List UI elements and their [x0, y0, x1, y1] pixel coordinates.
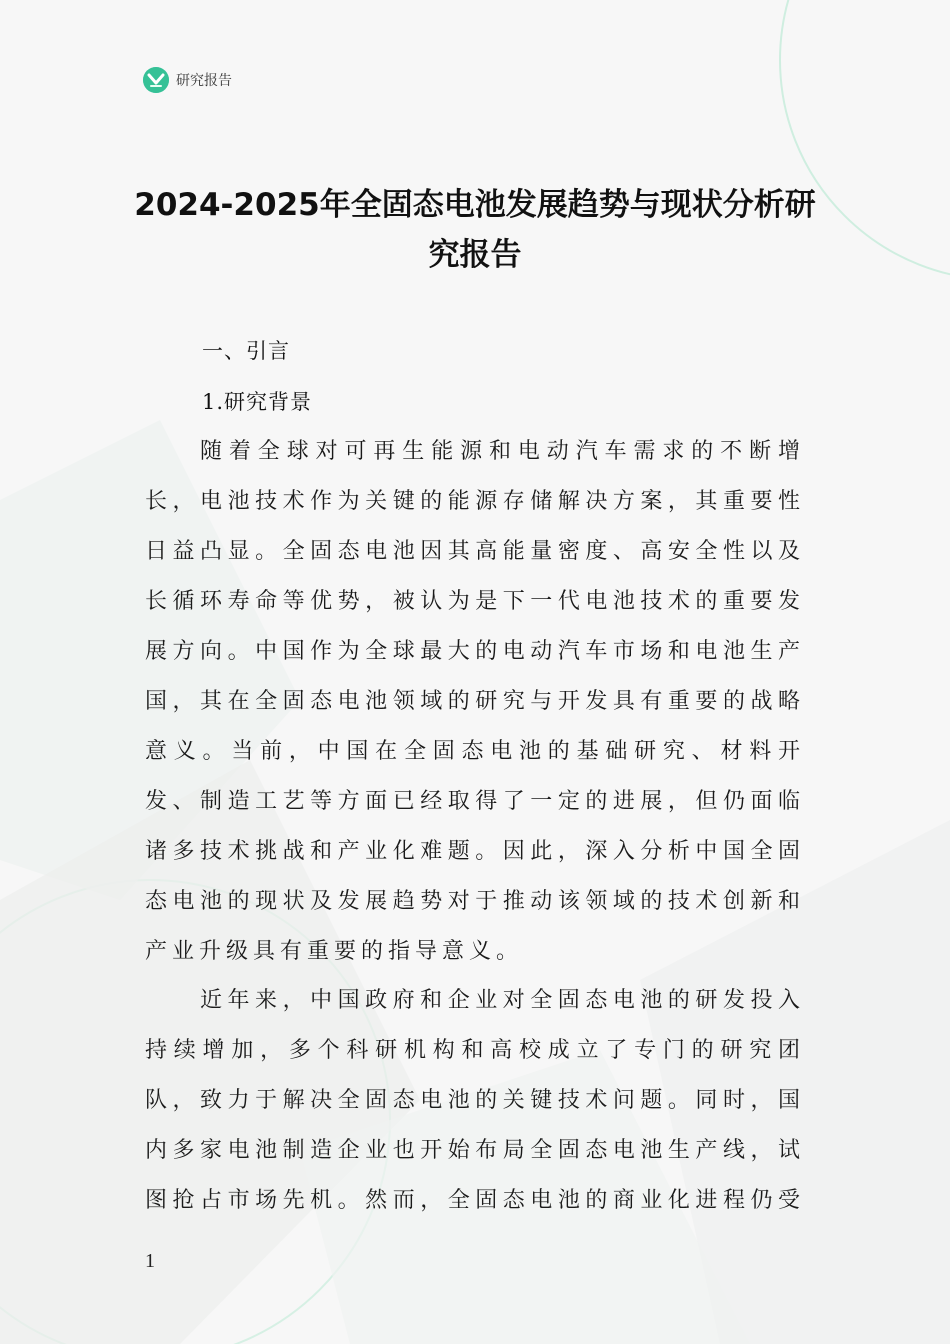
report-title: 2024-2025年全固态电池发展趋势与现状分析研究报告 [134, 187, 816, 273]
body-paragraph-2: 近年来，中国政府和企业对全固态电池的研发投入持续增加，多个科研机构和高校成立了专门的研究团队，致力于解决全固态电池的关键技术问题。同时，国内多家电池制造企业也开始布局全固态电池生产线，试图抢占市场先机。然而，全固态电池的商业化进程仍受 [145, 988, 805, 1213]
report-logo-icon [142, 66, 170, 94]
page-number: 1 [145, 1250, 155, 1272]
section-heading-intro: 一、引言 [202, 339, 290, 363]
header-label: 研究报告 [176, 73, 232, 89]
page-header [142, 66, 232, 94]
body-paragraph-1: 随着全球对可再生能源和电动汽车需求的不断增长，电池技术作为关键的能源存储解决方案，其重要性日益凸显。全固态电池因其高能量密度、高安全性以及长循环寿命等优势，被认为是下一代电池技术的重要发展方向。中国作为全球最大的电动汽车市场和电池生产国，其在全固态电池领域的研究与开发具有重要的战略意义。当前，中国在全固态电池的基础研究、材料开发、制造工艺等方面已经取得了一定的进展，但仍面临诸多技术挑战和产业化难题。因此，深入分析中国全固态电池的现状及发展趋势对于推动该领域的技术创新和产业升级具有重要的指导意义。 [145, 439, 805, 964]
subsection-heading-background: 1.研究背景 [202, 390, 313, 414]
